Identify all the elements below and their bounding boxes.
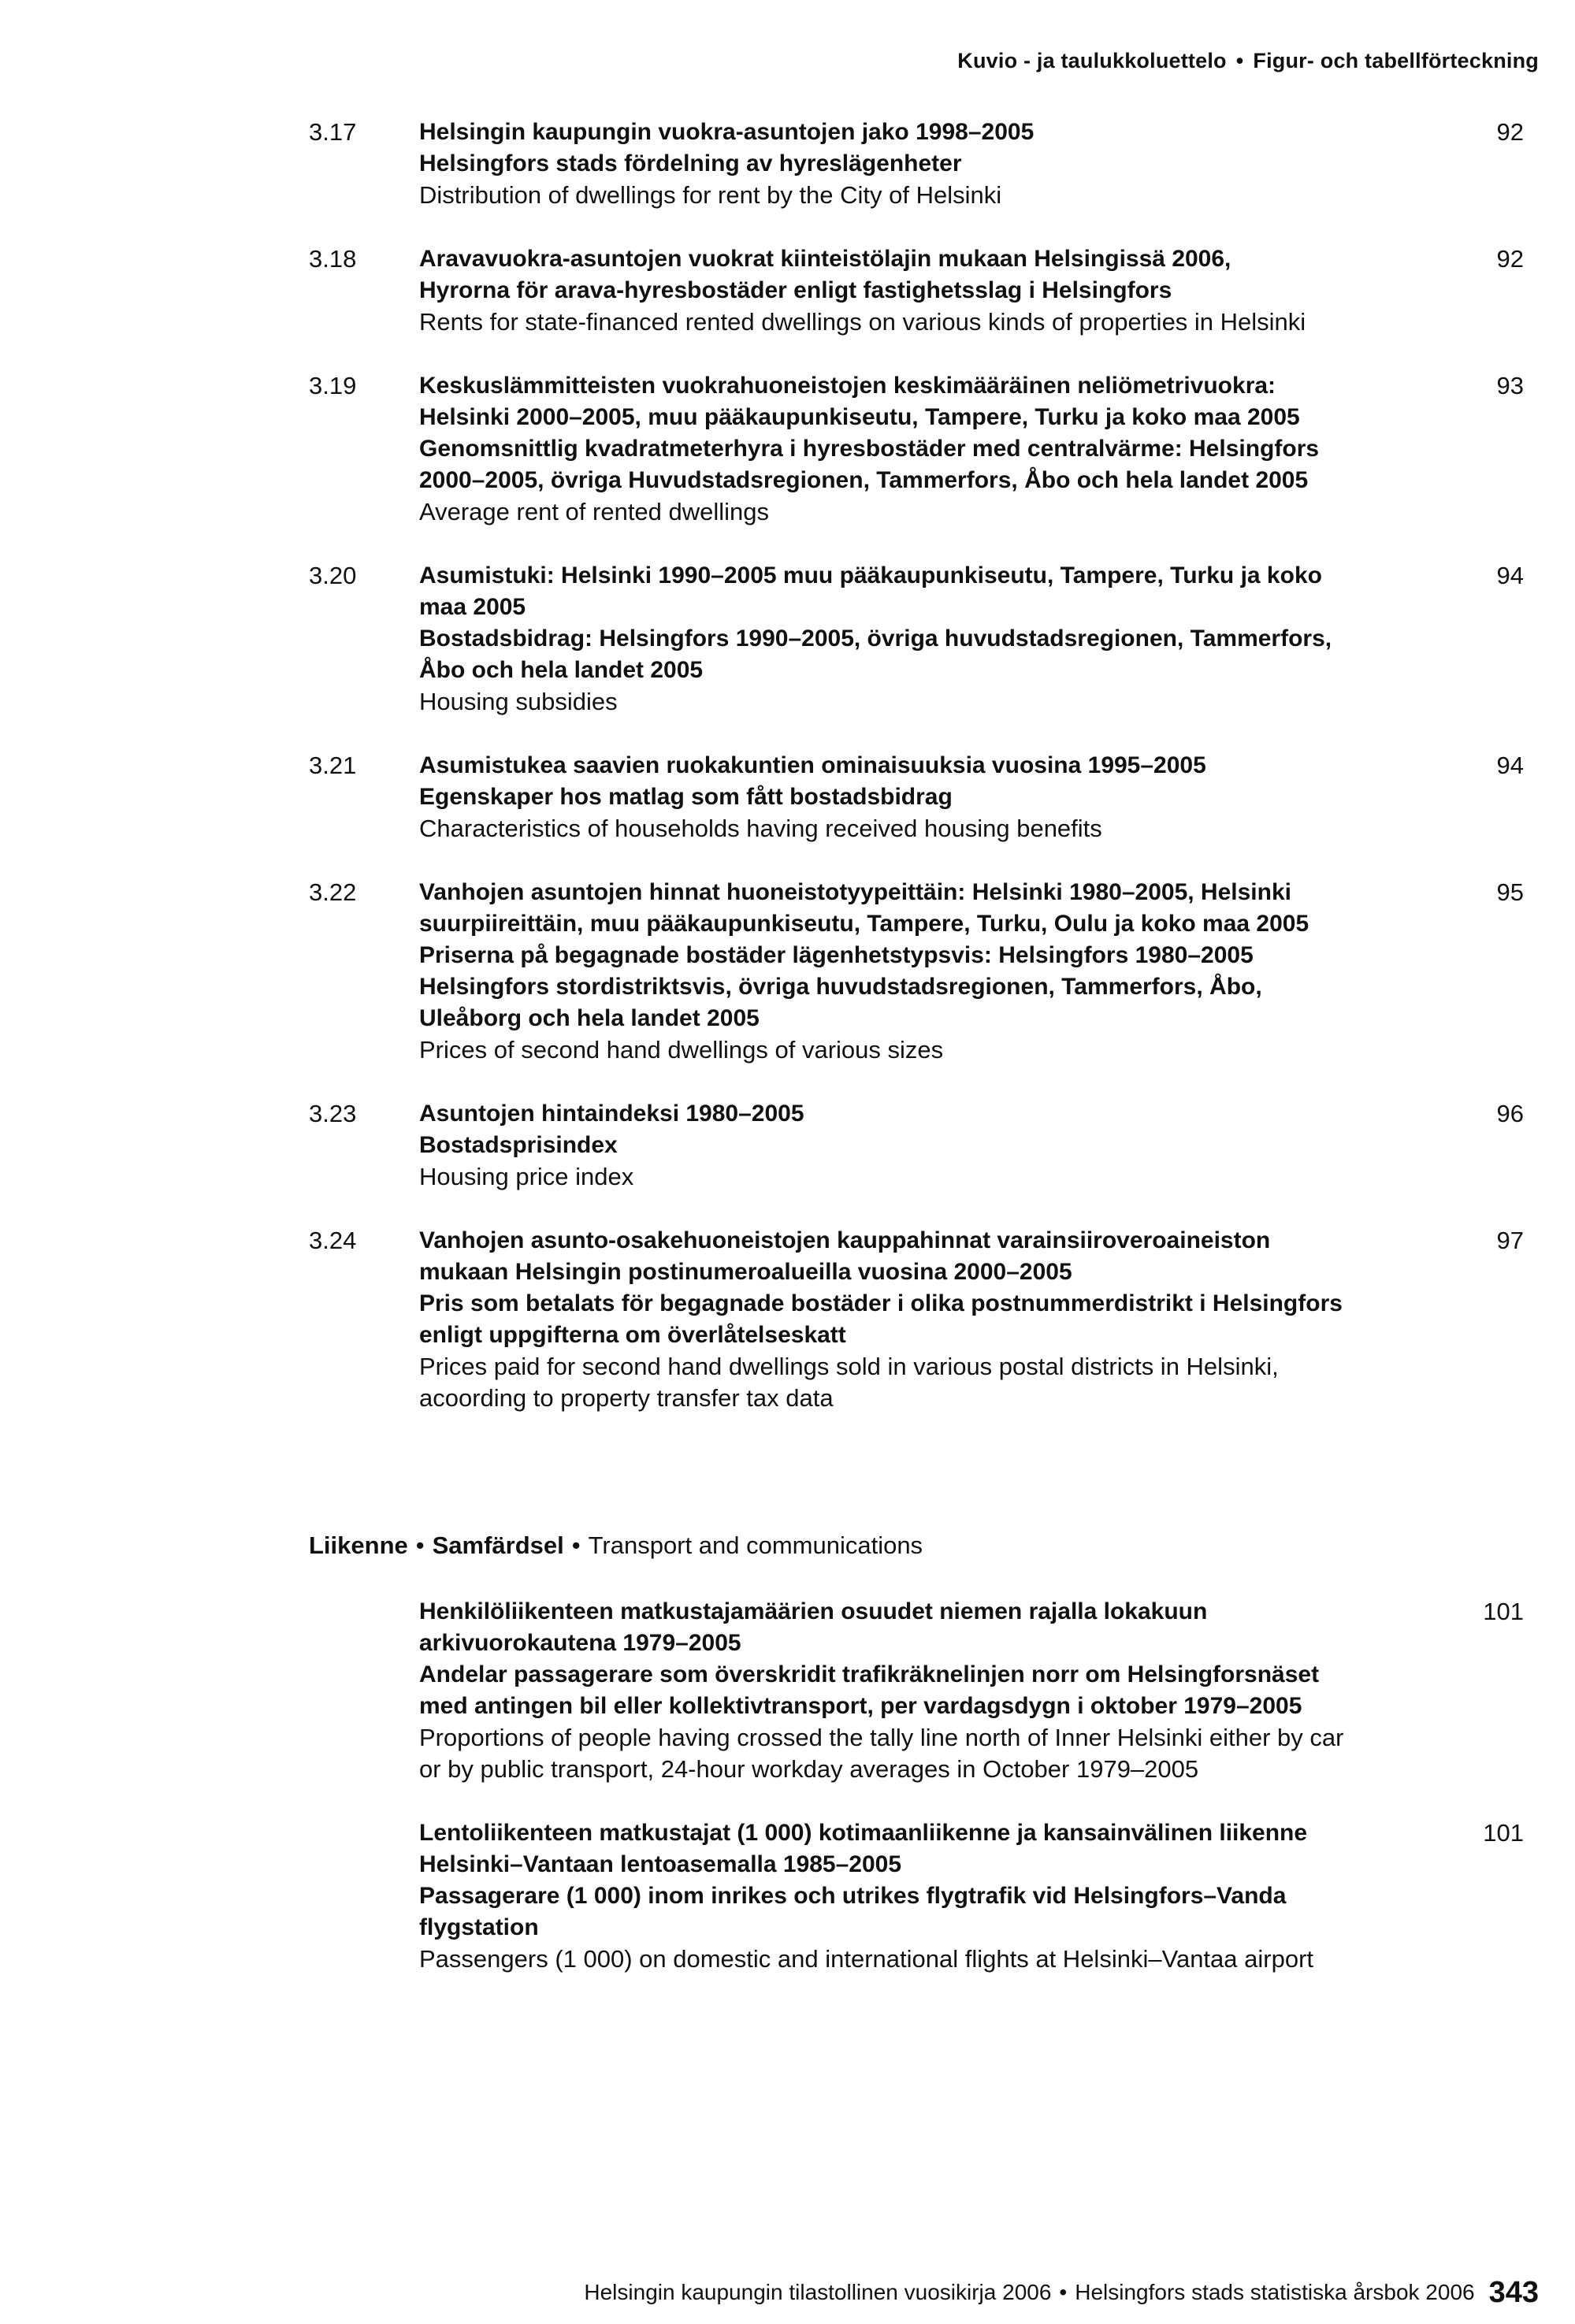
entry-page-number: 92 <box>1496 118 1524 146</box>
entry-titles <box>419 117 1357 211</box>
running-head-separator: • <box>1235 49 1244 72</box>
entry-titles <box>419 243 1357 338</box>
figure-table-list <box>309 117 1569 1446</box>
section-heading-finnish: Liikenne <box>309 1531 408 1559</box>
entry-number: 3.20 <box>309 562 357 589</box>
entry-title-finnish: Vanhojen asunto-osakehuoneistojen kauppahinnat varainsiiroveroaineiston mukaan Helsingin postinumeroalueilla vuosina 2000–2005 <box>419 1227 1271 1285</box>
list-entry <box>309 1817 1569 1975</box>
section-separator: • <box>415 1531 425 1559</box>
entry-title-swedish: Hyrorna för arava-hyresbostäder enligt fastighetsslag i Helsingfors <box>419 277 1172 303</box>
entry-number: 3.17 <box>309 118 357 146</box>
entry-titles <box>419 1225 1357 1414</box>
entry-titles <box>419 1098 1357 1193</box>
list-entry <box>309 560 1569 718</box>
entry-number: 3.22 <box>309 878 357 906</box>
entry-titles <box>419 1817 1357 1975</box>
entry-number: 3.19 <box>309 372 357 399</box>
entry-page-number: 95 <box>1496 878 1524 906</box>
entry-title-finnish: Asumistukea saavien ruokakuntien ominaisuuksia vuosina 1995–2005 <box>419 752 1206 778</box>
entry-title-swedish: Helsingfors stads fördelning av hyreslägenheter <box>419 150 962 176</box>
entry-title-swedish: Egenskaper hos matlag som fått bostadsbidrag <box>419 784 953 810</box>
page-footer <box>584 2278 1539 2307</box>
entry-page-number: 94 <box>1496 562 1524 589</box>
entry-title-finnish: Asumistuki: Helsinki 1990–2005 muu pääkaupunkiseutu, Tampere, Turku ja koko maa 2005 <box>419 562 1322 620</box>
section-separator: • <box>571 1531 581 1559</box>
entry-title-finnish: Vanhojen asuntojen hinnat huoneistotyypeittäin: Helsinki 1980–2005, Helsinki suurpiireittäin, muu pääkaupunkiseutu, Tampere, Turku, Oulu ja koko maa 2005 <box>419 879 1309 937</box>
list-entry <box>309 877 1569 1066</box>
section-heading-swedish: Samfärdsel <box>432 1531 564 1559</box>
entry-titles <box>419 560 1357 718</box>
entry-title-finnish: Asuntojen hintaindeksi 1980–2005 <box>419 1101 804 1127</box>
entry-title-swedish: Bostadsbidrag: Helsingfors 1990–2005, övriga huvudstadsregionen, Tammerfors, Åbo och hela landet 2005 <box>419 626 1332 683</box>
entry-page-number: 101 <box>1483 1598 1524 1625</box>
footer-publication-finnish: Helsingin kaupungin tilastollinen vuosikirja 2006 <box>584 2280 1052 2304</box>
entry-page-number: 94 <box>1496 752 1524 779</box>
list-entry <box>309 243 1569 338</box>
entry-title-finnish: Helsingin kaupungin vuokra-asuntojen jako 1998–2005 <box>419 119 1035 145</box>
entry-title-swedish: Bostadsprisindex <box>419 1132 618 1158</box>
entry-number: 3.23 <box>309 1100 357 1127</box>
list-entry <box>309 1596 1569 1785</box>
entry-titles <box>419 1596 1357 1785</box>
entry-titles <box>419 750 1357 845</box>
entry-title-english: Passengers (1 000) on domestic and international flights at Helsinki–Vantaa airport <box>419 1945 1314 1973</box>
section-heading-english: Transport and communications <box>588 1531 923 1559</box>
entry-title-english: Distribution of dwellings for rent by the City of Helsinki <box>419 181 1002 209</box>
entry-title-swedish: Priserna på begagnade bostäder lägenhetstypsvis: Helsingfors 1980–2005 Helsingfors stordistriktsvis, övriga huvudstadsregionen, Tammerfors, Åbo, Uleåborg och hela landet 2005 <box>419 942 1262 1031</box>
list-entry <box>309 370 1569 528</box>
entry-page-number: 93 <box>1496 372 1524 399</box>
entry-title-swedish: Passagerare (1 000) inom inrikes och utrikes flygtrafik vid Helsingfors–Vanda flygstation <box>419 1883 1287 1940</box>
entry-title-english: Average rent of rented dwellings <box>419 498 770 525</box>
list-entry <box>309 750 1569 845</box>
entry-titles <box>419 370 1357 528</box>
footer-publication-swedish: Helsingfors stads statistiska årsbok 2006 <box>1075 2280 1475 2304</box>
entry-number: 3.21 <box>309 752 357 779</box>
entry-page-number: 101 <box>1483 1819 1524 1847</box>
list-entry <box>309 1225 1569 1414</box>
entry-title-finnish: Aravavuokra-asuntojen vuokrat kiinteistölajin mukaan Helsingissä 2006, <box>419 246 1231 272</box>
entry-title-swedish: Genomsnittlig kvadratmeterhyra i hyresbostäder med centralvärme: Helsingfors 2000–2005, övriga Huvudstadsregionen, Tammerfors, Åbo och hela landet 2005 <box>419 436 1320 493</box>
running-head <box>957 49 1539 73</box>
section-list <box>309 1596 1569 2007</box>
section-heading <box>309 1530 923 1561</box>
list-entry <box>309 1098 1569 1193</box>
entry-title-english: Prices of second hand dwellings of various sizes <box>419 1036 944 1064</box>
running-head-swedish: Figur- och tabellförteckning <box>1253 49 1539 72</box>
entry-page-number: 96 <box>1496 1100 1524 1127</box>
entry-title-finnish: Lentoliikenteen matkustajat (1 000) kotimaanliikenne ja kansainvälinen liikenne Helsinki–Vantaan lentoasemalla 1985–2005 <box>419 1820 1308 1877</box>
entry-title-english: Proportions of people having crossed the tally line north of Inner Helsinki either by car or by public transport, 24-hour workday averages in October 1979–2005 <box>419 1724 1344 1783</box>
entry-title-english: Housing price index <box>419 1163 634 1190</box>
footer-separator: • <box>1059 2280 1068 2304</box>
entry-number: 3.24 <box>309 1227 357 1254</box>
entry-number: 3.18 <box>309 245 357 273</box>
entry-title-finnish: Henkilöliikenteen matkustajamäärien osuudet niemen rajalla lokakuun arkivuorokautena 1979–2005 <box>419 1598 1208 1656</box>
entry-title-english: Characteristics of households having received housing benefits <box>419 815 1102 842</box>
entry-title-swedish: Pris som betalats för begagnade bostäder i olika postnummerdistrikt i Helsingfors enligt uppgifterna om överlåtelseskatt <box>419 1290 1343 1348</box>
entry-page-number: 92 <box>1496 245 1524 273</box>
page-number: 343 <box>1488 2276 1539 2309</box>
list-entry <box>309 117 1569 211</box>
entry-page-number: 97 <box>1496 1227 1524 1254</box>
entry-title-english: Housing subsidies <box>419 688 618 715</box>
entry-title-english: Prices paid for second hand dwellings sold in various postal districts in Helsinki, acoording to property transfer tax data <box>419 1353 1279 1412</box>
entry-title-english: Rents for state-financed rented dwellings on various kinds of properties in Helsinki <box>419 308 1306 336</box>
entry-titles <box>419 877 1357 1066</box>
running-head-finnish: Kuvio - ja taulukkoluettelo <box>957 49 1227 72</box>
entry-title-finnish: Keskuslämmitteisten vuokrahuoneistojen keskimääräinen neliömetrivuokra: Helsinki 2000–2005, muu pääkaupunkiseutu, Tampere, Turku ja koko maa 2005 <box>419 373 1300 430</box>
entry-title-swedish: Andelar passagerare som överskridit trafikräknelinjen norr om Helsingforsnäset med antingen bil eller kollektivtransport, per vardagsdygn i oktober 1979–2005 <box>419 1661 1320 1719</box>
